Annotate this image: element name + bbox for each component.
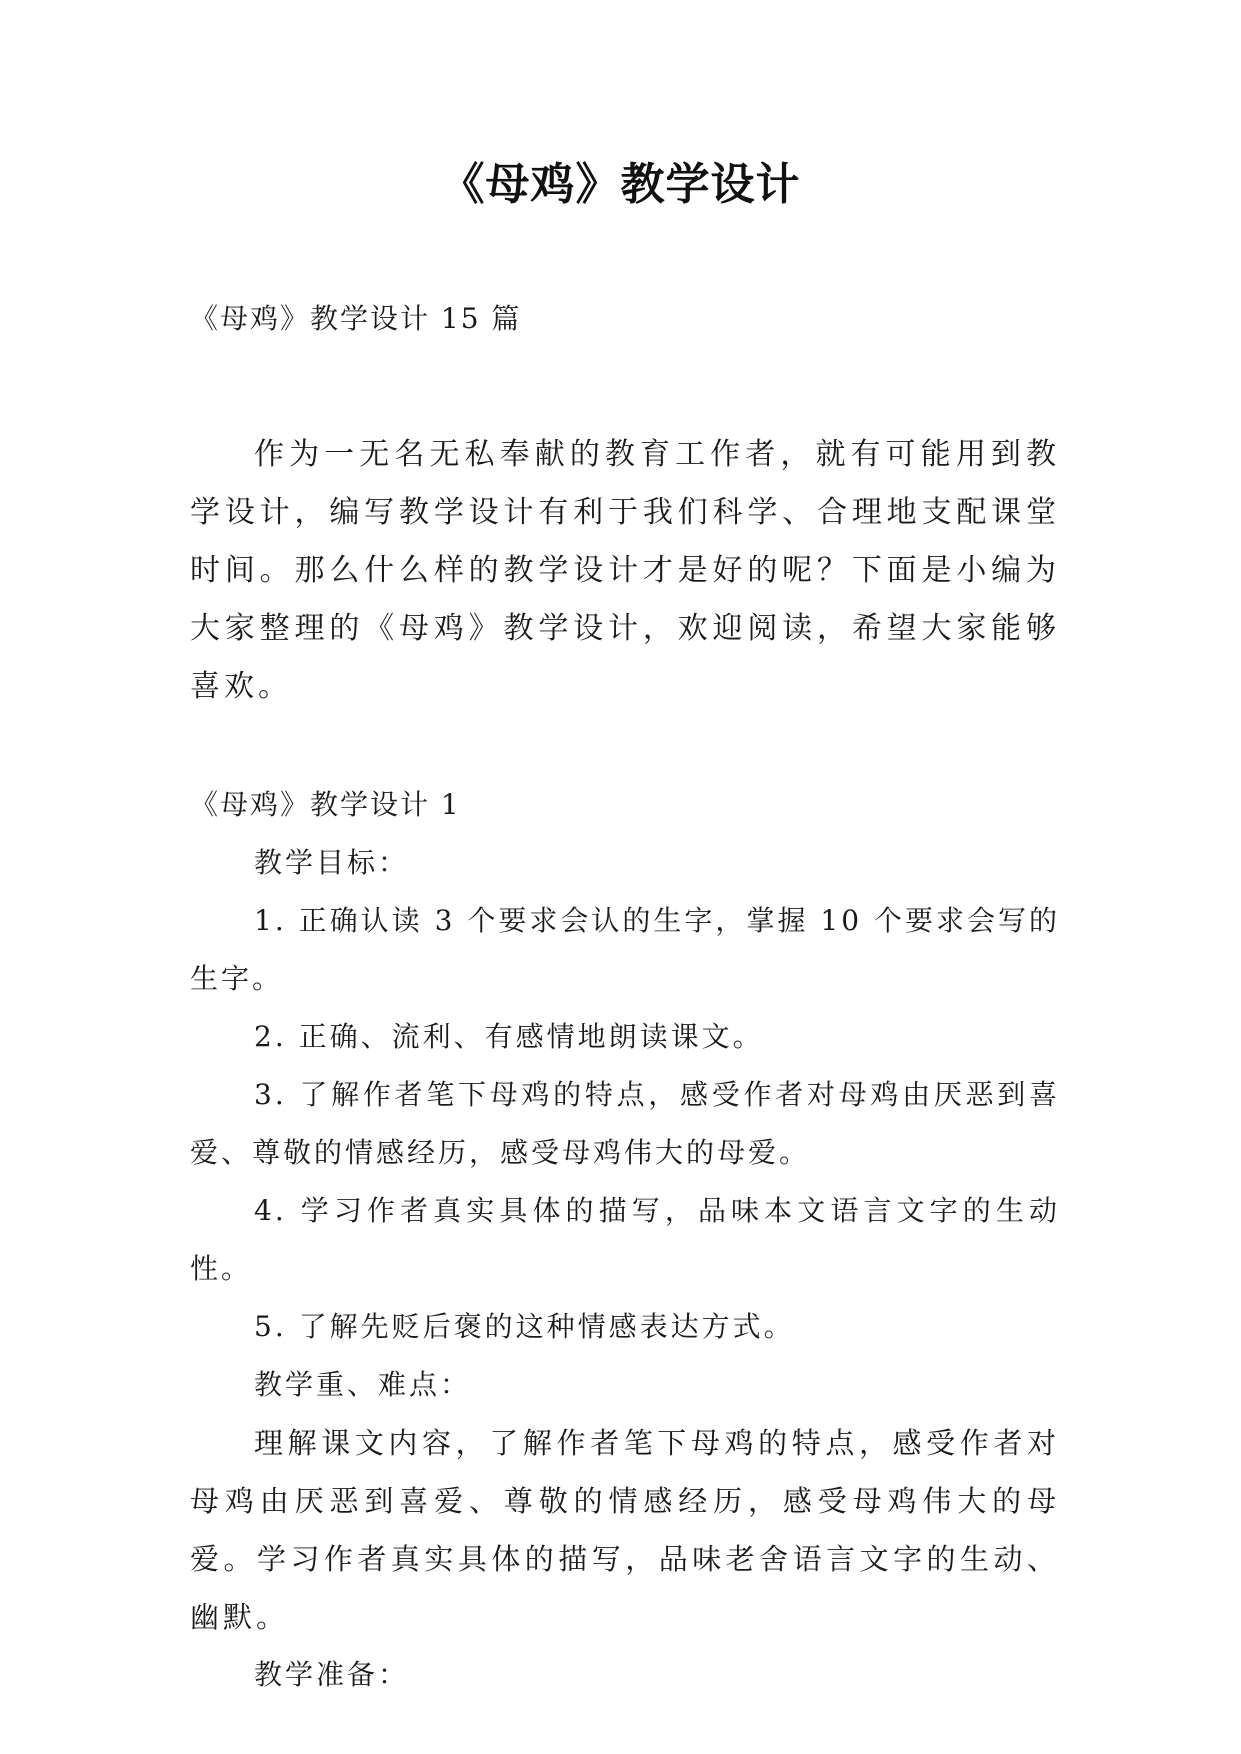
document-title: 《母鸡》教学设计: [440, 159, 801, 210]
document-subtitle: 《母鸡》教学设计 15 篇: [190, 302, 522, 335]
objective-item-2: 2. 正确、流利、有感情地朗读课文。: [254, 1020, 764, 1053]
key-points-label: 教学重、难点：: [254, 1368, 472, 1401]
key-points-text: 理解课文内容，了解作者笔下母鸡的特点，感受作者对母鸡由厌恶到喜爱、尊敬的情感经历，感受母鸡伟大的母爱。学习作者真实具体的描写，品味老舍语言文字的生动、幽默。: [190, 1426, 1060, 1634]
objective-item-4: 4. 学习作者真实具体的描写，品味本文语言文字的生动性。: [190, 1194, 1060, 1285]
intro-paragraph: 作为一无名无私奉献的教育工作者，就有可能用到教学设计，编写教学设计有利于我们科学、合理地支配课堂时间。那么什么样的教学设计才是好的呢？下面是小编为大家整理的《母鸡》教学设计，欢迎阅读，希望大家能够喜欢。: [190, 437, 1060, 704]
section-heading: 《母鸡》教学设计 1: [190, 788, 461, 821]
objectives-label: 教学目标：: [254, 846, 410, 879]
preparation-label: 教学准备：: [254, 1658, 410, 1691]
objective-item-1: 1. 正确认读 3 个要求会认的生字，掌握 10 个要求会写的生字。: [190, 904, 1060, 995]
objective-item-5: 5. 了解先贬后褒的这种情感表达方式。: [254, 1310, 795, 1343]
objective-item-3: 3. 了解作者笔下母鸡的特点，感受作者对母鸡由厌恶到喜爱、尊敬的情感经历，感受母鸡伟大的母爱。: [190, 1078, 1060, 1169]
section-body: [190, 834, 1060, 1704]
document-body: [190, 290, 1060, 1704]
